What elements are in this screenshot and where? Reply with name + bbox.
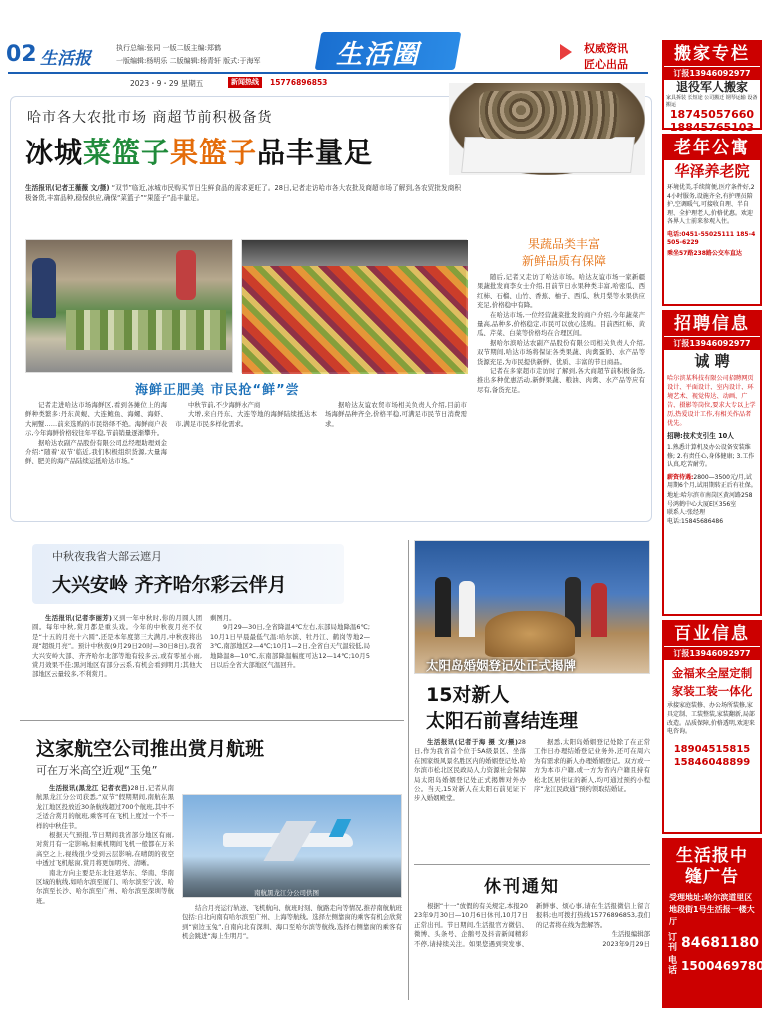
notice-signature: 生活报编辑部 <box>611 930 650 939</box>
wedding-byline: 生活报讯(记者于海 摄 文/摄) <box>427 738 518 746</box>
lead-subhead-2: 新鲜品质有保障 <box>521 254 606 268</box>
section-rule <box>414 864 650 865</box>
lead-headline <box>25 131 373 171</box>
moon-body-col-1 <box>32 614 202 680</box>
recruit-salary-label: 薪资待遇: <box>667 473 694 481</box>
recruit-ad-position: 招聘:技术支引生 10人 <box>667 432 734 440</box>
moon-side-text: 剩图月。 <box>210 614 236 622</box>
wedding-photo-title: 太阳岛婚姻登记处正式揭牌 <box>426 658 577 673</box>
business-ad <box>662 620 762 834</box>
airline-paragraph <box>36 784 174 831</box>
headline-part-1: 冰城 <box>25 136 84 169</box>
crab-box-photo <box>449 83 645 175</box>
recruit-ad-contact: 联系人:张经理 <box>667 509 706 517</box>
editors-line-2: 一版编辑:杨明乐 二版编辑:杨青轩 版式:于海军 <box>116 57 261 65</box>
airline-body-col-1 <box>36 784 174 906</box>
wedding-body-col-1 <box>414 738 526 804</box>
wedding-paragraph: 据悉,太阳岛婚姻登记处除了在正常工作日办理结婚登记业务外,还可在周六为有需求的新人办理婚姻登记。双方或一方为本市户籍,或一方为省内户籍且持有松北区居住证的新人,均可通过预约小程序“龙江民政通”预约领取结婚证。 <box>534 738 650 794</box>
lead-right-paragraph: 随后,记者又走访了哈达市场。哈达友谊市场一家新疆果蔬批发商李女士介绍,目前节日水果种类丰富,哈密瓜、西红柿、石榴、山竹、香蕉、柚子、西瓜、秋月梨等水果供应充足,价格稳中有降。 <box>477 273 645 310</box>
airline-headline: 这家航空公司推出赏月航班 <box>36 738 265 760</box>
lead-photo-caption: 海鲜正肥美 市民抢“鲜”尝 <box>135 383 300 398</box>
hotline-label: 新闻热线 <box>228 77 262 88</box>
notice-body <box>414 902 650 949</box>
hotline-number: 15776896853 <box>270 78 328 87</box>
lead-intro <box>25 183 461 203</box>
lead-left-paragraph: 大增,来自丹东、大连等地的海鲜陆续抵达本市,满足市民多样化需求。 <box>175 410 317 428</box>
airline-subhead: 可在万米高空近观“玉兔” <box>36 764 158 777</box>
lead-right-paragraph: 记者在多家超市走访时了解到,各大商超节前积极备货,推出多种优惠活动,新鲜果蔬、粮油、肉禽、水产品等应有尽有,备货充足。 <box>477 367 645 394</box>
lead-left-paragraph: 记者走进哈达市场海鲜区,看到各摊位上的海鲜种类繁多:丹东黄蚬、大连鲍鱼、海螺、海虾、大闸蟹……前来选购的市民络绎不绝。海鲜商户表示,今年海鲜价格较往年平稳,节前销量逐渐攀升。 <box>25 401 167 438</box>
moon-story <box>10 534 406 712</box>
lead-body-col-3 <box>325 401 467 429</box>
recruit-ad <box>662 310 762 616</box>
section-title: 生活圈 <box>336 40 421 70</box>
lead-kicker: 哈市各大农批市场 商超节前积极备货 <box>27 110 273 126</box>
headline-part-4: 品丰量足 <box>257 136 374 169</box>
column-rule <box>408 540 409 1000</box>
classified-tel-label: 电话 <box>668 956 678 976</box>
airline-body-col-2 <box>182 904 402 942</box>
airplane-photo <box>182 794 402 898</box>
moon-body-col-2 <box>210 614 370 670</box>
airline-paragraph: 结合月亮运行轨迹、飞机航向、航班时刻、航路走向等情况,推荐南航航班包括:自北向南有哈尔滨至广州、上海等航线。选择左侧靠窗的乘客有机会欣赏到“窗边玉兔”,自南向北有深圳、海口至哈尔滨等航线,选择右侧靠窗的乘客有机会跳进“海上生明月”。 <box>182 904 402 941</box>
wedding-paragraph-text: 28日,作为我省首个位于5A级景区、坐落在国家级风景名胜区内的婚姻登记处,哈尔滨市松北区民政局人力资源社会保障局太阳岛婚姻登记处正式揭牌对外办公。当天,15对新人在太阳石前见证下步入婚姻殿堂。 <box>414 738 526 803</box>
business-ad-phone-1: 18904515815 <box>673 744 751 756</box>
moving-ad-name: 退役军人搬家 <box>675 80 748 94</box>
lead-subhead-1: 果蔬品类丰富 <box>527 237 600 251</box>
moving-ad-phone-bar: 订报13946092977 <box>664 66 760 80</box>
elderly-ad <box>662 134 762 306</box>
classified-ad-address: 受理地址:哈尔滨道里区地段街1号生活报一楼大厅 <box>669 893 755 926</box>
classified-tel-phone: 15004697804 <box>681 959 773 973</box>
lead-body-col-1 <box>25 401 167 467</box>
moving-ad <box>662 40 762 134</box>
market-photo-fruit <box>241 239 467 373</box>
moving-ad-title: 搬家专栏 <box>664 42 760 66</box>
lead-left-paragraph: 据哈达友谊农贸市场相关负责人介绍,目前市场海鲜品种齐全,价格平稳,可满足市民节日消费需求。 <box>325 401 467 428</box>
page-number: 02 <box>6 42 37 67</box>
editors-line-1: 执行总编:张同 一版二版主编:郑鹤 <box>116 44 221 52</box>
airline-byline: 生活报讯(黑龙江 记者衣芭) <box>49 784 131 792</box>
wedding-paragraph <box>414 738 526 804</box>
header-rule <box>8 72 648 74</box>
lead-story <box>10 96 652 522</box>
lead-left-paragraph: 中秋节前,不少海鲜水产商 <box>188 401 261 409</box>
issue-date: 2023・9・29 星期五 <box>130 79 204 88</box>
recruit-ad-title: 招聘信息 <box>664 312 760 336</box>
business-ad-phone-bar: 订报13946092977 <box>664 646 760 660</box>
wedding-body-col-2 <box>534 738 650 794</box>
elderly-ad-bus: 乘坐57路238路公交车直达 <box>667 249 742 257</box>
moon-byline: 生活报讯(记者李丽芳) <box>45 614 112 622</box>
elderly-ad-phone: 电话:0451-55025111 185-4505-6229 <box>667 230 756 247</box>
classified-tel-row <box>664 953 773 976</box>
recruit-ad-salary <box>664 472 760 491</box>
lead-intro-text: “双节”临近,冰城市民购买节日生鲜食品的需求更旺了。28日,记者走访哈市各大农批及商超市场了解到,各农贸批发商积极备货,丰富品种,稳保供应,确保“菜篮子”“果篮子”品丰量足。 <box>25 184 461 202</box>
recruit-ad-address: 地址:哈尔滨市南岗区黄河路258号鸿鹤中心大厦E区356室 <box>667 492 753 508</box>
lead-byline: 生活报讯(记者王薇薇 文/摄) <box>25 184 110 192</box>
wedding-photo <box>414 540 650 674</box>
classified-sub-row <box>664 930 760 953</box>
slogan-2: 匠心出品 <box>584 58 628 71</box>
recruit-salary-value: 2800—3500元/月,试用期6个月,试用期转正后有社保。 <box>667 473 757 490</box>
notice-paragraph: 根据“十一”放假的有关规定,本报2023年9月30日—10月6日休刊,10月7日正常出刊。节日期间,生活报官方微信、微博、头条号、企鹅号及抖音新闻精彩不停,请持续关注。如果您遇到突发事、新鲜事、烦心事,请在生活报微信上留言报料;也可拨打热线15776896853,我们的记者将在线为您解答。 <box>414 902 650 948</box>
business-ad-phone-2: 15846048899 <box>673 757 751 769</box>
lead-right-paragraph: 据哈尔滨哈达农副产品股份有限公司相关负责人介绍,双节期间,哈达市场将保证各类果蔬、肉禽蛋奶、水产品等货源充足,为市民提供新鲜、优质、丰富的节日商品。 <box>477 338 645 366</box>
airline-paragraph: 南北方向主要是东北往返华东、华南、华南区域的航线,如哈尔滨至厦门、哈尔滨至宁波、哈尔滨至长沙、哈尔滨至广州、哈尔滨至深圳等航班。 <box>36 868 174 905</box>
airline-paragraph: 根据天气预报,节日期间我省部分地区有雨,对赏月有一定影响,但乘机期间飞机一般都在万米高空之上,视线很少受到云层影响,在晴朗的夜空中透过飞机舷窗,赏月将更加明亮、清晰。 <box>36 831 174 868</box>
recruit-ad-requirements: 1.熟悉计算机及办公设备安装维修; 2.有责任心,身体健康; 3.工作认真,吃苦耐劳。 <box>667 444 755 469</box>
moon-paragraph: 9月29—30日,全省降温4℃左右,东部局地降温6℃;10月1日早晨最低气温:哈尔滨、牡丹江、鹤岗等地2—3℃,南部地区2—4℃;10月1—2日,全省白天气温较低,局地降温8—10℃,东南部降温幅度可达12—14℃;10月5日以后全省大部地区气温回升。 <box>210 623 370 670</box>
lead-left-paragraph: 据哈达农副产品股份有限公司总经理助理刘金介绍:“随着‘双节’临近,我们积极组织货源,大量海鲜、肥美的海产品陆续运抵哈达市场。” <box>25 438 167 466</box>
classified-ad <box>662 838 773 1008</box>
elderly-ad-desc: 环境优美,手续简便,医疗条件好,24小时服务,设施齐全,有护理员陪护,空调暖气,可接收自理、半自理、全护理老人,价格优惠。欢迎各界人士前来参观入住。 <box>667 184 755 226</box>
slogan-1: 权威资讯 <box>584 42 628 55</box>
airplane-photo-caption: 南航黑龙江分公司供图 <box>254 889 319 897</box>
market-photo-seafood <box>25 239 233 373</box>
wedding-headline-1: 15对新人 <box>426 684 510 706</box>
page-header <box>0 0 768 92</box>
lead-body-right <box>477 273 645 395</box>
elderly-ad-title: 老年公寓 <box>664 136 760 160</box>
moon-paragraph <box>32 614 202 680</box>
moving-ad-phone-2: 18845765103 <box>669 121 755 134</box>
moving-ad-desc: 家具拆装 长短途 公司搬迁 钢琴运输 设备搬运 <box>666 95 758 108</box>
newspaper-name: 生活报 <box>40 49 91 69</box>
arrow-icon <box>560 44 572 60</box>
recruit-ad-heading: 诚 聘 <box>694 352 730 370</box>
lead-right-paragraph: 在哈达市场,一位经营蔬菜批发的商户介绍,今年蔬菜产量高,品种多,价格稳定,市民可以放心选购。目前西红柿、黄瓜、芹菜、白菜等价格均在合理区间。 <box>477 310 645 338</box>
wedding-headline-2: 太阳石前喜结连理 <box>426 710 579 732</box>
business-ad-headline-2: 家装工装一体化 <box>671 684 753 698</box>
business-ad-title: 百业信息 <box>664 622 760 646</box>
business-ad-headline: 金福来全屋定制 <box>671 666 753 680</box>
classified-sub-phone: 84681180 <box>681 935 759 951</box>
notice-date: 2023年9月29日 <box>602 939 650 948</box>
airline-paragraph-text: 28日,记者从南航黑龙江分公司获悉,“双节”假期期间,南航在黑龙江地区投放近30条航线超过700个航班,其中不乏适合赏月的航班,乘客可在飞机上度过一个不一样的中秋佳节。 <box>36 784 174 830</box>
recruit-ad-desc: 哈尔滨某科技有限公司招聘网页设计、平面设计、室内设计、环境艺术、视觉传达、动画、广告、摄影等岗位,要求大专以上学历,热爱设计工作,有相关作品者优先。 <box>667 375 756 427</box>
elderly-ad-name: 华泽养老院 <box>674 162 750 180</box>
recruit-ad-tel: 电话:15845686486 <box>667 517 724 525</box>
business-ad-desc: 承接家庭装修、办公场所装修,家具定制、工装整装,家装翻新,局部改造。品质保障,价格透明,欢迎来电咨询。 <box>667 702 755 736</box>
headline-part-2: 菜篮子 <box>83 136 171 169</box>
headline-part-3: 果篮子 <box>170 136 258 169</box>
lead-body-col-2 <box>175 401 317 429</box>
moon-headline: 大兴安岭 齐齐哈尔彩云伴月 <box>52 574 287 596</box>
classified-ad-title: 生活报中缝广告 <box>676 846 748 887</box>
moon-paragraph-text: 又到一年中秋时,你的月圆人团圆。每年中秋,赏月都是重头戏。今年的中秋夜月亮不仅是“十五的月亮十六圆”,还是本年度第三大满月,中秋夜将出现“超级月亮”。预计中秋夜(9月29日20时—30日8日),我省大兴安岭大部、齐齐哈尔北部等地有较多云,或有零星小雨,赏月效果不佳;黑河地区有部分云系,有机会看到明月;其他大部地区云量较多,不利赏月。 <box>32 614 203 679</box>
moon-kicker: 中秋夜我省大部云遮月 <box>52 550 162 563</box>
notice-title: 休刊通知 <box>484 877 560 897</box>
classified-sub-label: 订刊 <box>668 933 678 953</box>
recruit-ad-phone-bar: 订报13946092977 <box>664 336 760 350</box>
moving-ad-phone-1: 18745057660 <box>669 108 755 121</box>
section-rule <box>20 720 404 721</box>
